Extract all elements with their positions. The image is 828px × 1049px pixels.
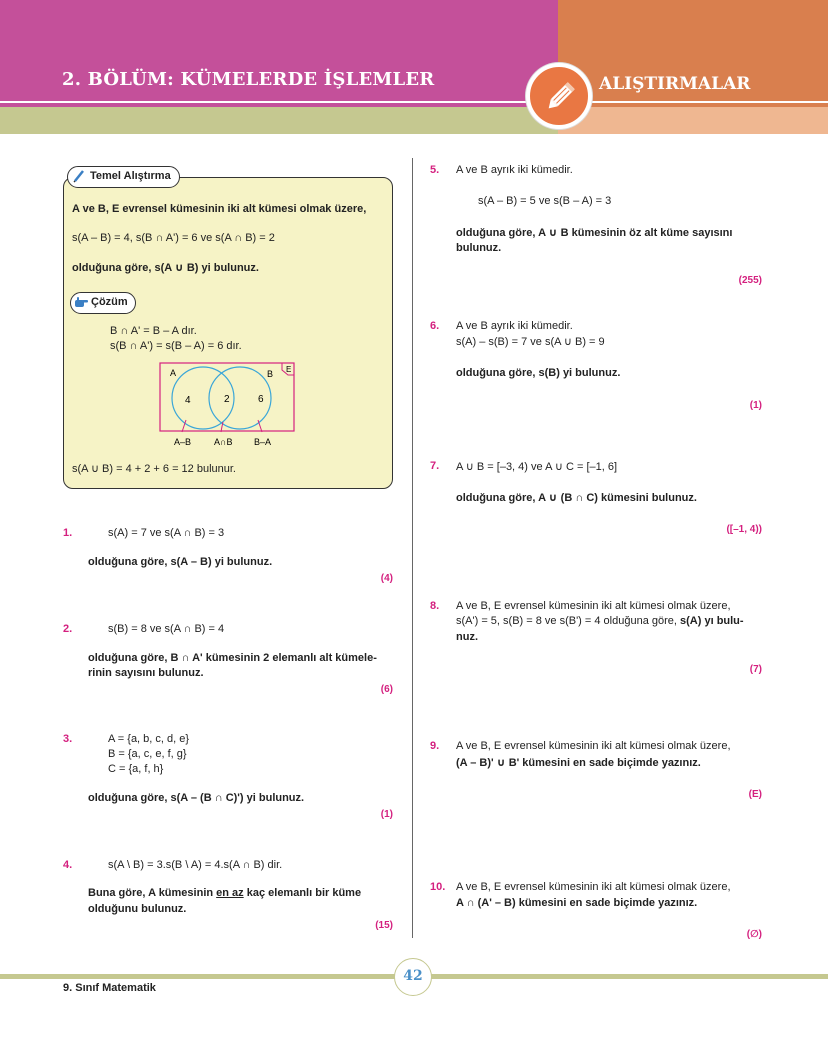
question-1-answer: (4) [380, 573, 393, 584]
question-6-number: 6. [430, 320, 440, 332]
page-number: 42 [403, 968, 423, 984]
question-4-line-2 [88, 887, 361, 899]
question-10-answer: (∅) [746, 929, 762, 940]
question-1-line-2: olduğuna göre, s(A – B) yi bulunuz. [88, 556, 273, 568]
question-8-answer: (7) [749, 664, 762, 675]
question-4-line-2-start: Buna göre, A kümesinin [88, 887, 214, 899]
question-4-line-1: s(A \ B) = 3.s(B \ A) = 4.s(A ∩ B) dir. [108, 859, 283, 871]
question-6-answer: (1) [749, 400, 762, 411]
question-8-number: 8. [430, 600, 440, 612]
question-6-line-1: A ve B ayrık iki kümedir. [456, 320, 573, 332]
pencil-badge [526, 63, 592, 129]
pencil-icon [540, 77, 580, 117]
venn-value-b-only: 6 [258, 394, 264, 405]
example-line-1: A ve B, E evrensel kümesinin iki alt kümesi olmak üzere, [72, 203, 367, 215]
question-4-line-3: olduğunu bulunuz. [88, 903, 187, 915]
venn-under-a-minus-b: A–B [174, 437, 192, 447]
header-divider-line [0, 101, 828, 103]
question-4-underlined: en az [216, 887, 244, 899]
question-3-line-4: olduğuna göre, s(A – (B ∩ C)') yi bulunuz. [88, 792, 305, 804]
venn-label-b: B [267, 369, 274, 379]
question-10-line-1: A ve B, E evrensel kümesinin iki alt kümesi olmak üzere, [456, 881, 731, 893]
header-lower-band-left [0, 107, 558, 134]
example-tag [67, 166, 180, 188]
question-8-line-2 [456, 615, 744, 627]
question-3-answer: (1) [380, 809, 393, 820]
solution-line-2: s(B ∩ A') = s(B – A) = 6 dır. [110, 340, 242, 352]
question-5-line-2: s(A – B) = 5 ve s(B – A) = 3 [478, 195, 612, 207]
venn-under-b-minus-a: B–A [254, 437, 272, 447]
question-4-line-2-end: kaç elemanlı bir küme [246, 887, 362, 899]
book-title: 9. Sınıf Matematik [63, 982, 156, 994]
question-6-line-3: olduğuna göre, s(B) yi bulunuz. [456, 367, 621, 379]
venn-value-a-only: 4 [185, 395, 191, 406]
example-tag-label: Temel Alıştırma [90, 170, 171, 182]
question-10-number: 10. [430, 881, 446, 893]
question-5-line-4: bulunuz. [456, 242, 502, 254]
venn-diagram [158, 360, 298, 452]
question-5-number: 5. [430, 164, 440, 176]
venn-value-intersection: 2 [224, 394, 230, 405]
question-8-line-1: A ve B, E evrensel kümesinin iki alt kümesi olmak üzere, [456, 600, 731, 612]
question-5-answer: (255) [738, 275, 762, 286]
question-9-line-1: A ve B, E evrensel kümesinin iki alt kümesi olmak üzere, [456, 740, 731, 752]
question-3-line-1: A = {a, b, c, d, e} [108, 733, 190, 745]
solution-tag [70, 292, 136, 314]
question-10-line-2: A ∩ (A' – B) kümesini en sade biçimde yazınız. [456, 897, 698, 909]
question-9-line-2: (A – B)' ∪ B' kümesini en sade biçimde yazınız. [456, 757, 701, 769]
example-line-2: s(A – B) = 4, s(B ∩ A') = 6 ve s(A ∩ B) = 2 [72, 232, 275, 244]
solution-line-1: B ∩ A' = B – A dır. [110, 325, 197, 337]
question-7-line-2: olduğuna göre, A ∪ (B ∩ C) kümesini bulunuz. [456, 492, 697, 504]
question-5-line-3: olduğuna göre, A ∪ B kümesinin öz alt küme sayısını [456, 227, 733, 239]
question-1-line-1: s(A) = 7 ve s(A ∩ B) = 3 [108, 527, 225, 539]
question-8-line-2-bold: s(A) yı bulu- [680, 615, 744, 627]
pen-icon [72, 169, 86, 183]
venn-label-a: A [170, 368, 177, 378]
question-3-line-2: B = {a, c, e, f, g} [108, 748, 187, 760]
question-9-answer: (E) [748, 789, 762, 800]
example-result: s(A ∪ B) = 4 + 2 + 6 = 12 bulunur. [72, 463, 236, 475]
question-8-line-3: nuz. [456, 631, 478, 643]
question-8-line-2-start: s(A') = 5, s(B) = 8 ve s(B') = 4 olduğuna göre, [456, 615, 677, 627]
hand-pointer-icon [74, 296, 88, 308]
header-left-band [0, 0, 558, 107]
question-2-line-2: olduğuna göre, B ∩ A' kümesinin 2 elemanlı alt kümele- [88, 652, 377, 664]
question-4-answer: (15) [375, 920, 393, 931]
question-7-line-1: A ∪ B = [–3, 4) ve A ∪ C = [–1, 6] [456, 461, 618, 473]
example-line-3: olduğuna göre, s(A ∪ B) yi bulunuz. [72, 262, 259, 274]
question-3-line-3: C = {a, f, h} [108, 763, 164, 775]
question-2-number: 2. [63, 623, 73, 635]
question-2-answer: (6) [380, 684, 393, 695]
question-3-number: 3. [63, 733, 73, 745]
venn-label-e: E [286, 365, 292, 374]
question-2-line-3: rinin sayısını bulunuz. [88, 667, 204, 679]
question-2-line-1: s(B) = 8 ve s(A ∩ B) = 4 [108, 623, 225, 635]
solution-tag-label: Çözüm [91, 296, 128, 308]
venn-under-intersection: A∩B [214, 437, 233, 447]
question-1-number: 1. [63, 527, 73, 539]
question-7-answer: ([–1, 4)) [726, 524, 762, 535]
question-9-number: 9. [430, 740, 440, 752]
question-5-line-1: A ve B ayrık iki kümedir. [456, 164, 573, 176]
question-6-line-2: s(A) – s(B) = 7 ve s(A ∪ B) = 9 [456, 336, 605, 348]
section-title: 2. BÖLÜM: KÜMELERDE İŞLEMLER [62, 69, 435, 90]
exercises-title: ALIŞTIRMALAR [599, 74, 751, 94]
column-divider [412, 158, 413, 938]
question-4-number: 4. [63, 859, 73, 871]
question-7-number: 7. [430, 460, 440, 472]
header-lower-band-right [558, 107, 828, 134]
